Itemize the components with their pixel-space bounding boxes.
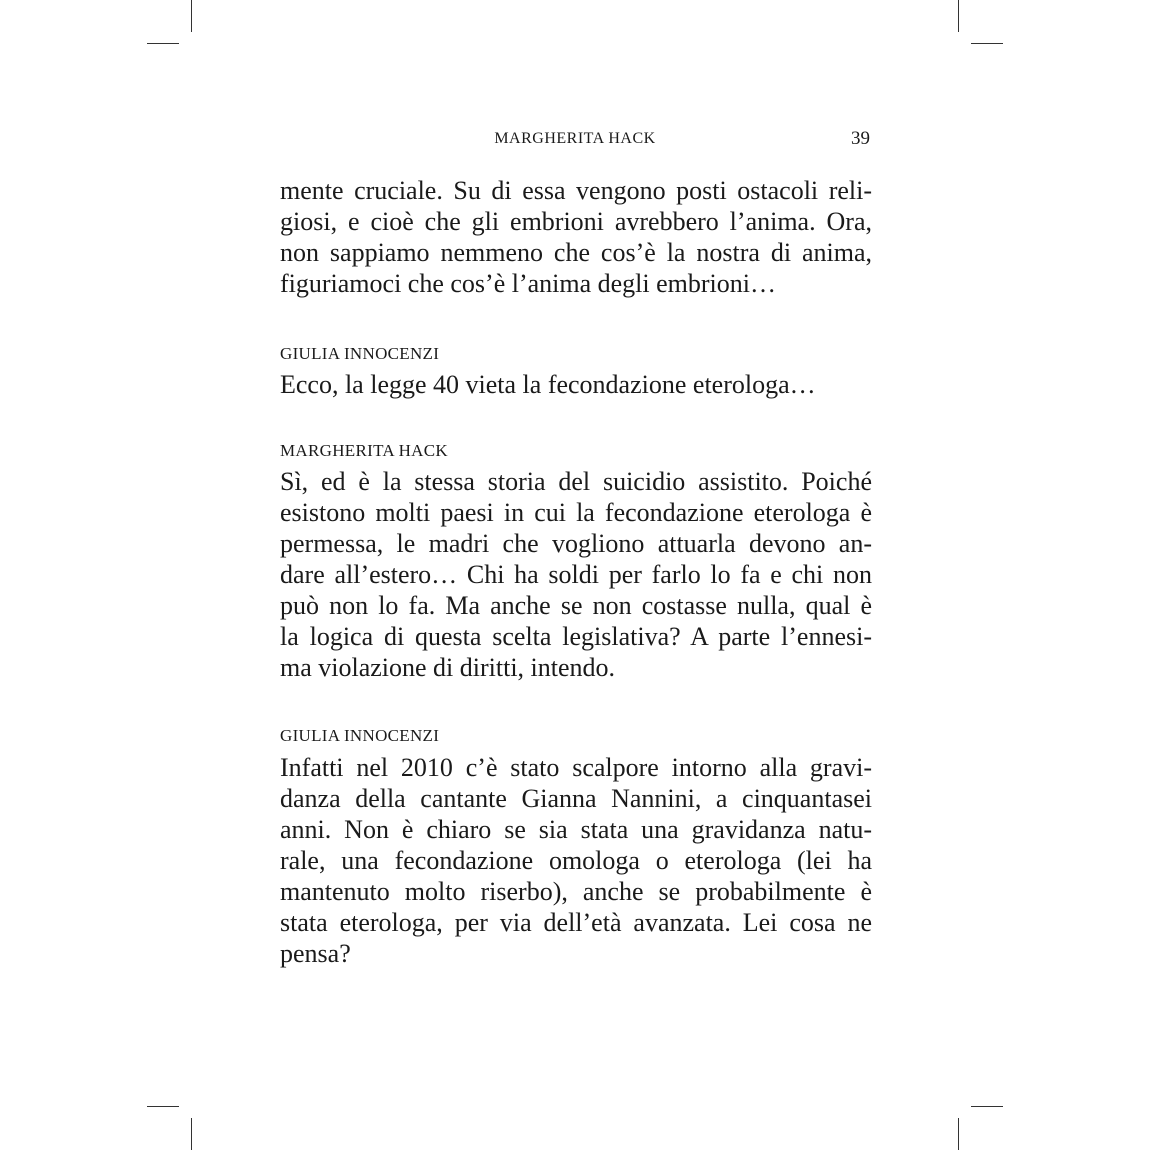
dialogue-paragraph <box>280 466 872 683</box>
text-line: non sappiamo nemmeno che cos’è la nostra di anima, <box>280 238 872 267</box>
text-line: anni. Non è chiaro se sia stata una gravidanza natu- <box>280 815 872 844</box>
text-line: danza della cantante Gianna Nannini, a cinquantasei <box>280 784 872 813</box>
speaker-label: GIULIA INNOCENZI <box>280 344 440 363</box>
speaker-label: GIULIA INNOCENZI <box>280 726 440 745</box>
text-line: rale, una fecondazione omologa o eterologa (lei ha <box>280 846 872 875</box>
crop-mark-top-right-vertical <box>958 0 959 32</box>
text-line: permessa, le madri che vogliono attuarla devono an- <box>280 529 872 558</box>
paragraph-continuation <box>280 175 872 299</box>
text-line: giosi, e cioè che gli embrioni avrebbero l’anima. Ora, <box>280 207 872 236</box>
crop-mark-top-left-vertical <box>191 0 192 32</box>
text-line: esistono molti paesi in cui la fecondazione eterologa è <box>280 498 872 527</box>
crop-mark-bottom-left-vertical <box>191 1118 192 1150</box>
text-line: Sì, ed è la stessa storia del suicidio assistito. Poiché <box>280 467 872 496</box>
text-line: dare all’estero… Chi ha soldi per farlo lo fa e chi non <box>280 560 872 589</box>
crop-mark-bottom-right-horizontal <box>971 1106 1003 1107</box>
dialogue-paragraph <box>280 752 872 969</box>
crop-mark-bottom-right-vertical <box>958 1118 959 1150</box>
crop-mark-top-left-horizontal <box>147 43 179 44</box>
text-line: stata eterologa, per via dell’età avanzata. Lei cosa ne <box>280 908 872 937</box>
speaker-label: MARGHERITA HACK <box>280 441 448 460</box>
dialogue-paragraph <box>280 369 872 400</box>
crop-mark-bottom-left-horizontal <box>147 1106 179 1107</box>
text-line: Ecco, la legge 40 vieta la fecondazione eterologa… <box>280 370 816 399</box>
running-head <box>280 128 870 150</box>
text-line: ma violazione di diritti, intendo. <box>280 653 616 682</box>
text-line: mantenuto molto riserbo), anche se probabilmente è <box>280 877 872 906</box>
text-line: Infatti nel 2010 c’è stato scalpore intorno alla gravi- <box>280 753 872 782</box>
page-number: 39 <box>851 128 870 149</box>
running-head-title: MARGHERITA HACK <box>494 130 656 147</box>
crop-mark-top-right-horizontal <box>971 43 1003 44</box>
text-line: pensa? <box>280 939 351 968</box>
text-line: figuriamoci che cos’è l’anima degli embrioni… <box>280 269 776 298</box>
text-line: può non lo fa. Ma anche se non costasse nulla, qual è <box>280 591 872 620</box>
text-line: la logica di questa scelta legislativa? A parte l’ennesi- <box>280 622 872 651</box>
text-line: mente cruciale. Su di essa vengono posti ostacoli reli- <box>280 176 872 205</box>
